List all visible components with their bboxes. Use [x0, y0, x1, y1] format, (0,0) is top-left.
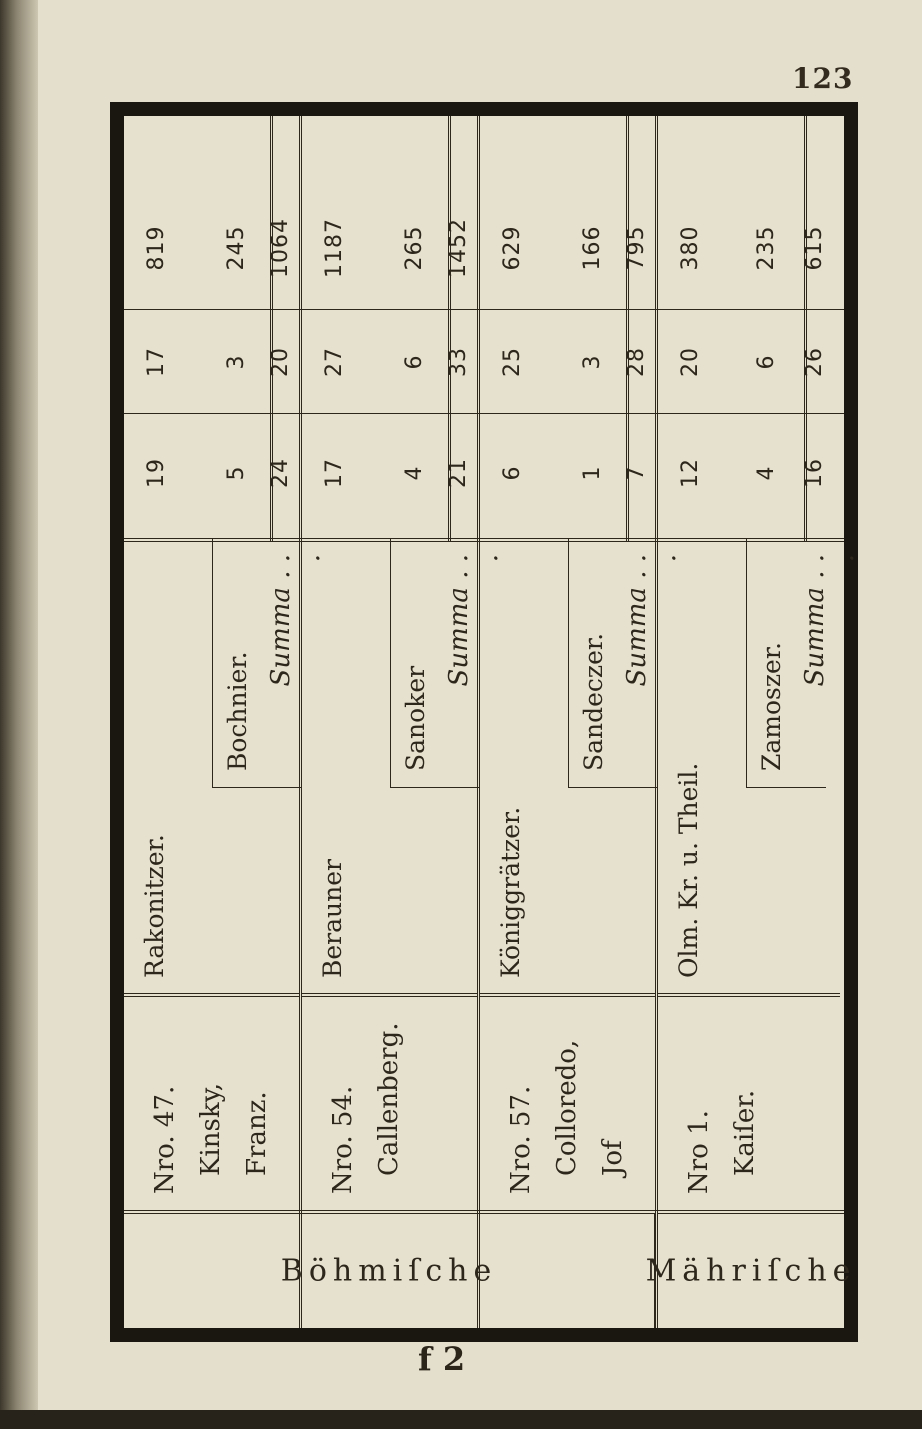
region-label-cell	[124, 1210, 658, 1328]
value-cell: 3	[224, 354, 249, 370]
value-cell: 25	[500, 347, 525, 377]
value-cell: 17	[322, 458, 347, 488]
entry-number: Nro. 57.	[506, 1085, 536, 1194]
holder-name: Kinsky, Franz.	[196, 1082, 272, 1176]
summa-value: 28	[624, 347, 649, 377]
summa-label: Summa . . .	[444, 554, 504, 687]
book-gutter	[0, 0, 38, 1429]
kreis-name: Berauner	[318, 859, 347, 978]
region-label-cell	[645, 1210, 857, 1328]
column-divider	[124, 538, 844, 542]
value-cell: 819	[144, 225, 169, 271]
summa-value: 26	[802, 347, 827, 377]
summa-label: Summa . . .	[266, 554, 326, 687]
region-name: Mähriſche	[645, 1253, 857, 1289]
holder-name: Kaiſer.	[730, 1089, 760, 1176]
value-cell: 3	[580, 354, 605, 370]
summa-value: 1452	[446, 218, 471, 278]
herrschaft-name: Bochnier.	[212, 538, 302, 788]
summa-value: 20	[268, 347, 293, 377]
summa-value: 615	[802, 225, 827, 271]
value-cell: 629	[500, 225, 525, 271]
value-cell: 265	[402, 225, 427, 271]
summa-rule	[270, 116, 273, 542]
rotated-table	[124, 116, 860, 1328]
value-cell: 27	[322, 347, 347, 377]
summa-value: 33	[446, 347, 471, 377]
summa-value: 21	[446, 458, 471, 488]
holder-name: Colloredo, Jof	[552, 1039, 628, 1176]
summa-rule	[448, 116, 451, 542]
value-cell: 4	[402, 465, 427, 481]
entry-number: Nro. 54.	[328, 1085, 358, 1194]
value-cell: 245	[224, 225, 249, 271]
summa-value: 795	[624, 225, 649, 271]
value-cell: 235	[754, 225, 779, 271]
value-cell: 17	[144, 347, 169, 377]
value-cell: 5	[224, 465, 249, 481]
summa-label: Summa . . .	[622, 554, 682, 687]
scan-edge	[0, 1410, 922, 1429]
entry-number: Nro 1.	[684, 1110, 714, 1194]
kreis-name: Rakonitzer.	[140, 834, 169, 978]
summa-value: 24	[268, 458, 293, 488]
page-number: 123	[792, 62, 854, 95]
value-cell: 19	[144, 458, 169, 488]
summa-value: 16	[802, 458, 827, 488]
value-cell: 1	[580, 465, 605, 481]
column-divider	[124, 413, 844, 414]
herrschaft-name: Sandeczer.	[568, 538, 658, 788]
value-cell: 20	[678, 347, 703, 377]
summa-rule	[626, 116, 629, 542]
value-cell: 166	[580, 225, 605, 271]
summa-rule	[804, 116, 807, 542]
rotated-table-frame	[110, 102, 858, 1342]
value-cell: 1187	[322, 218, 347, 278]
region-name: Böhmiſche	[280, 1253, 498, 1289]
summa-label: Summa . . .	[800, 554, 860, 687]
herrschaft-name: Zamoszer.	[746, 538, 826, 788]
holder-name: Callenberg.	[374, 1022, 404, 1176]
value-cell: 6	[754, 354, 779, 370]
summa-value: 1064	[268, 218, 293, 278]
value-cell: 12	[678, 458, 703, 488]
kreis-name: Olm. Kr. u. Theil.	[674, 762, 703, 978]
value-cell: 6	[500, 465, 525, 481]
entry-number: Nro. 47.	[150, 1085, 180, 1194]
summa-value: 7	[624, 465, 649, 481]
value-cell: 6	[402, 354, 427, 370]
kreis-name: Königgrätzer.	[496, 806, 525, 978]
summa-row	[800, 116, 860, 1328]
value-cell: 4	[754, 465, 779, 481]
value-cell: 380	[678, 225, 703, 271]
column-divider	[124, 309, 844, 310]
signature-mark: f 2	[418, 1340, 466, 1378]
herrschaft-name: Sanoker	[390, 538, 480, 788]
